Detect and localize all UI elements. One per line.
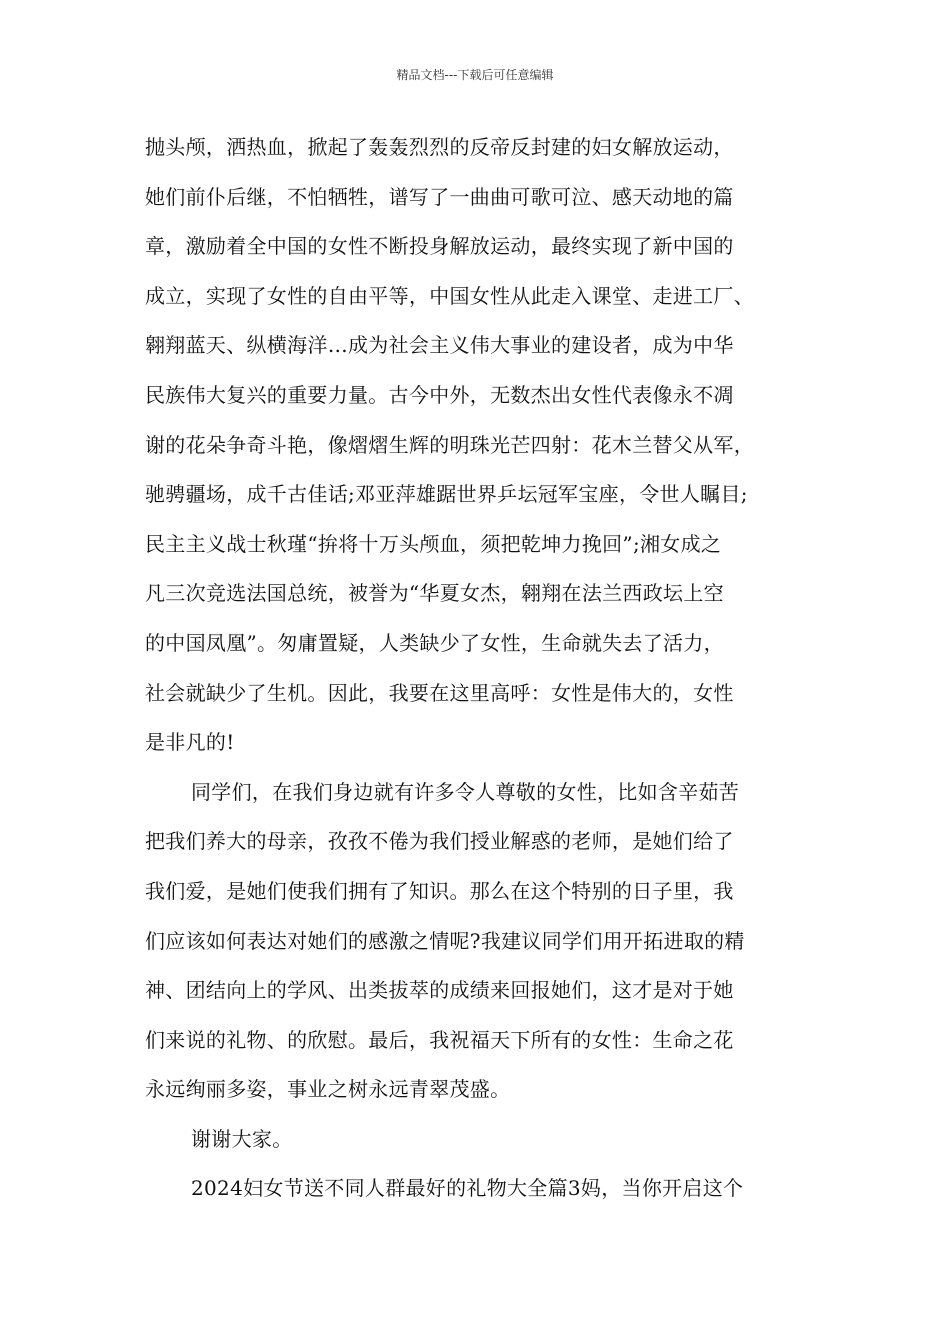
text-line: 2024妇女节送不同人群最好的礼物大全篇3妈，当你开启这个 [191,1176,744,1201]
document-body [145,123,820,1214]
text-line: 永远绚丽多姿，事业之树永远青翠茂盛。 [145,1077,511,1102]
text-line: 同学们，在我们身边就有许多令人尊敬的女性，比如含辛茹苦 [191,779,740,804]
text-line: 她们前仆后继，不怕牺牲，谱写了一曲曲可歌可泣、感天动地的篇 [145,184,734,209]
text-line: 社会就缺少了生机。因此，我要在这里高呼：女性是伟大的，女性 [145,680,734,705]
text-line: 民族伟大复兴的重要力量。古今中外，无数杰出女性代表像永不凋 [145,382,734,407]
page-header: 精品文档---下载后可任意编辑 [396,68,554,82]
text-line: 章，激励着全中国的女性不断投身解放运动，最终实现了新中国的 [145,234,734,259]
text-line: 抛头颅，洒热血，掀起了轰轰烈烈的反帝反封建的妇女解放运动， [145,135,734,159]
text-line: 是非凡的! [145,730,235,755]
text-line: 凡三次竞选法国总统，被誉为“华夏女杰，翱翔在法兰西政坛上空 [145,581,724,606]
text-line: 谢谢大家。 [191,1126,293,1151]
text-line: 成立，实现了女性的自由平等，中国女性从此走入课堂、走进工厂、 [145,283,754,308]
text-line: 们来说的礼物、的欣慰。最后，我祝福天下所有的女性：生命之花 [145,1027,734,1052]
text-line: 我们爱，是她们使我们拥有了知识。那么在这个特别的日子里，我 [145,878,734,903]
text-line: 民主主义战士秋瑾“拚将十万头颅血，须把乾坤力挽回”;湘女成之 [145,531,722,556]
text-line: 们应该如何表达对她们的感激之情呢?我建议同学们用开拓进取的精 [145,928,745,953]
text-line: 驰骋疆场，成千古佳话;邓亚萍雄踞世界乒坛冠军宝座，令世人瞩目; [145,482,748,507]
text-line: 翱翔蓝天、纵横海洋…成为社会主义伟大事业的建设者，成为中华 [145,333,734,358]
text-line: 谢的花朵争奇斗艳，像熠熠生辉的明珠光芒四射：花木兰替父从军， [145,432,754,457]
text-line: 神、团结向上的学风、出类拔萃的成绩来回报她们，这才是对于她 [145,978,734,1003]
text-line: 把我们养大的母亲，孜孜不倦为我们授业解惑的老师，是她们给了 [145,829,734,854]
text-line: 的中国凤凰”。匆庸置疑，人类缺少了女性，生命就失去了活力， [145,630,724,655]
